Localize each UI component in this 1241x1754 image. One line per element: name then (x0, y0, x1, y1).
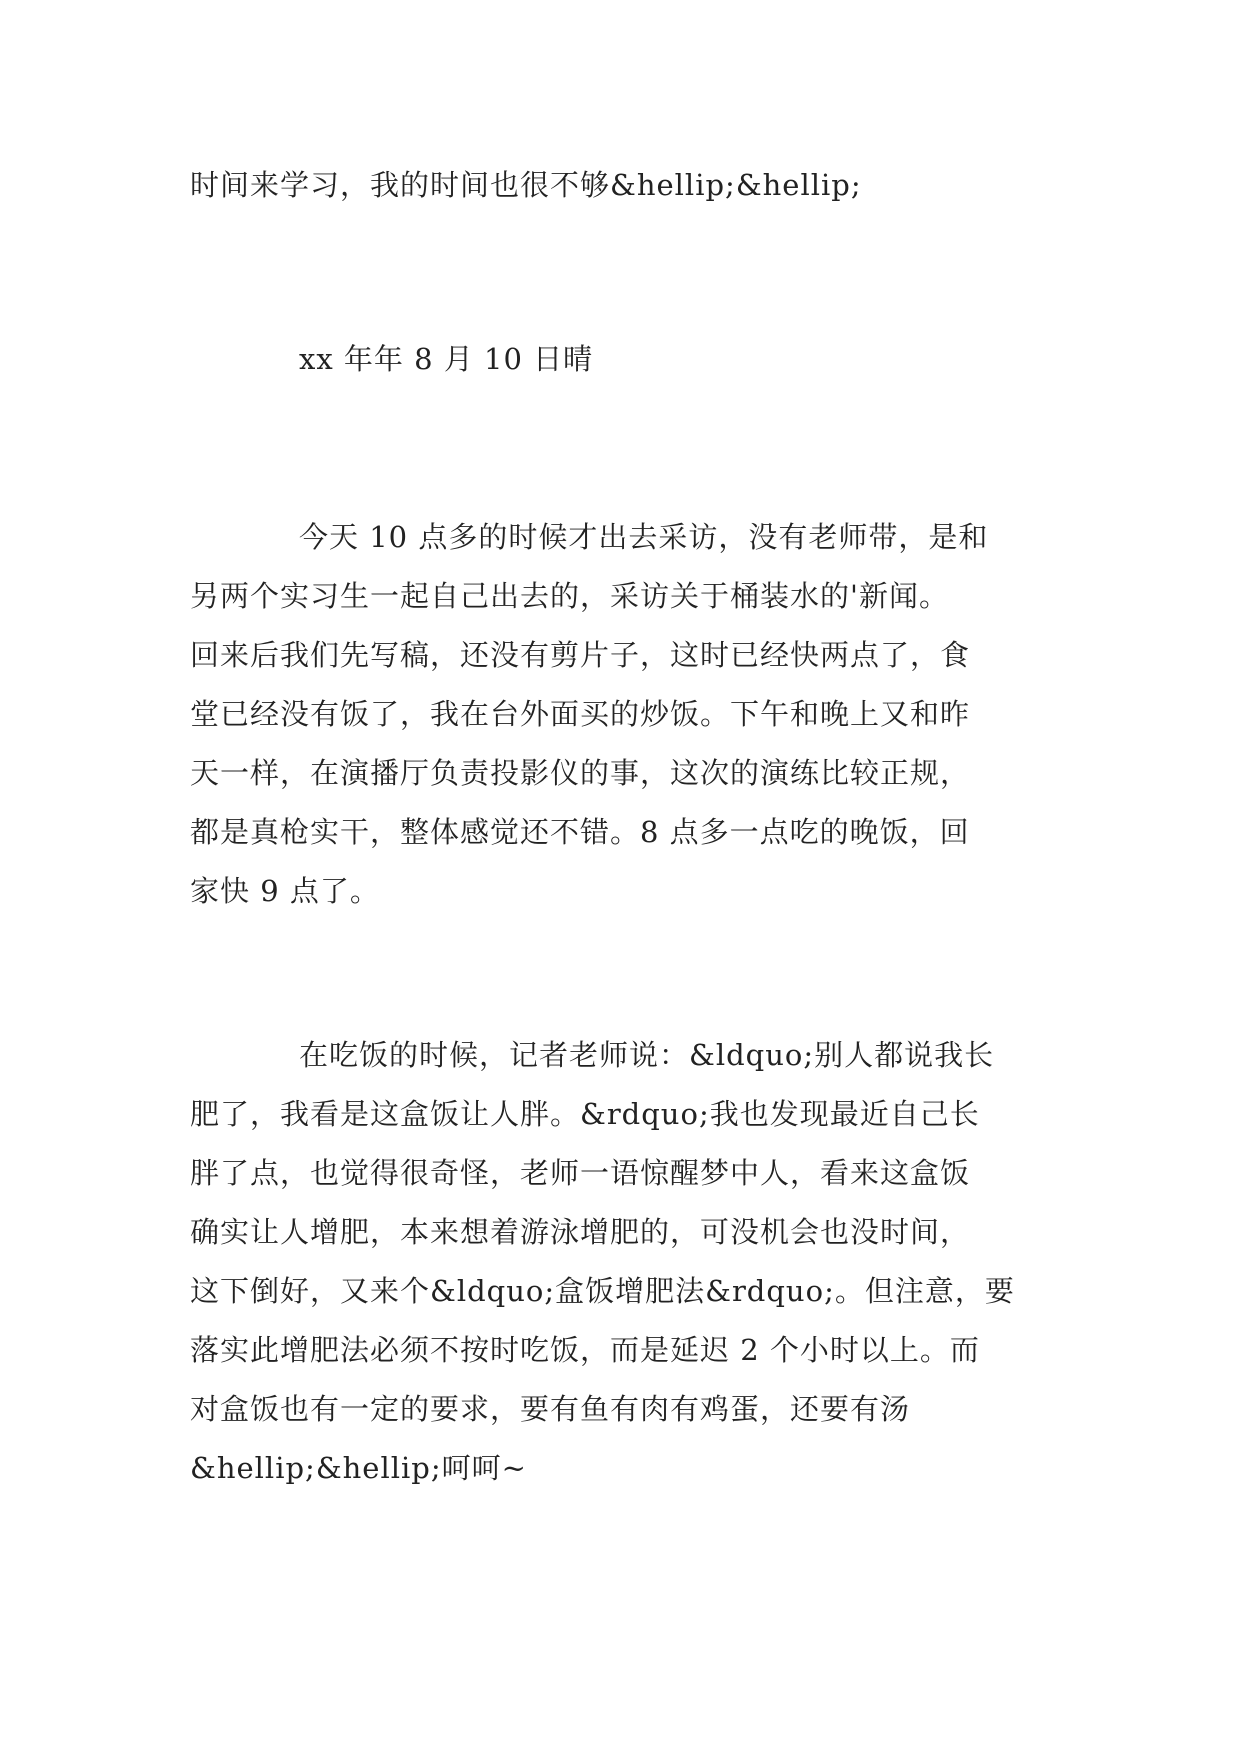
paragraph-line: 都是真枪实干，整体感觉还不错。8 点多一点吃的晚饭，回 (190, 815, 970, 849)
paragraph-line: 回来后我们先写稿，还没有剪片子，这时已经快两点了，食 (190, 638, 971, 672)
paragraph-2 (190, 1026, 1070, 1498)
paragraph-1 (190, 508, 1070, 921)
paragraph-line: 时间来学习，我的时间也很不够&hellip;&hellip; (190, 168, 862, 202)
paragraph-line: 家快 9 点了。 (190, 874, 380, 908)
paragraph-line: 胖了点，也觉得很奇怪，老师一语惊醒梦中人，看来这盒饭 (190, 1156, 971, 1190)
paragraph-line: 另两个实习生一起自己出去的，采访关于桶装水的'新闻。 (190, 579, 949, 613)
date-heading: xx 年年 8 月 10 日晴 (299, 342, 594, 376)
paragraph-line: 这下倒好，又来个&ldquo;盒饭增肥法&rdquo;。但注意，要 (190, 1274, 1015, 1308)
paragraph-line: 落实此增肥法必须不按时吃饭，而是延迟 2 个小时以上。而 (190, 1333, 980, 1367)
paragraph-line: 对盒饭也有一定的要求，要有鱼有肉有鸡蛋，还要有汤 (190, 1392, 911, 1426)
paragraph-line: &hellip;&hellip;呵呵~ (190, 1451, 527, 1485)
paragraph-line: 堂已经没有饭了，我在台外面买的炒饭。下午和晚上又和昨 (190, 697, 971, 731)
paragraph-line: 天一样，在演播厅负责投影仪的事，这次的演练比较正规， (190, 756, 971, 790)
paragraph-line: 今天 10 点多的时候才出去采访，没有老师带，是和 (299, 520, 989, 554)
continued-paragraph (190, 156, 1070, 215)
paragraph-line: 确实让人增肥，本来想着游泳增肥的，可没机会也没时间， (190, 1215, 971, 1249)
paragraph-line: 肥了，我看是这盒饭让人胖。&rdquo;我也发现最近自己长 (190, 1097, 980, 1131)
paragraph-line: 在吃饭的时候，记者老师说：&ldquo;别人都说我长 (299, 1038, 995, 1072)
date-heading-block (190, 330, 1070, 389)
